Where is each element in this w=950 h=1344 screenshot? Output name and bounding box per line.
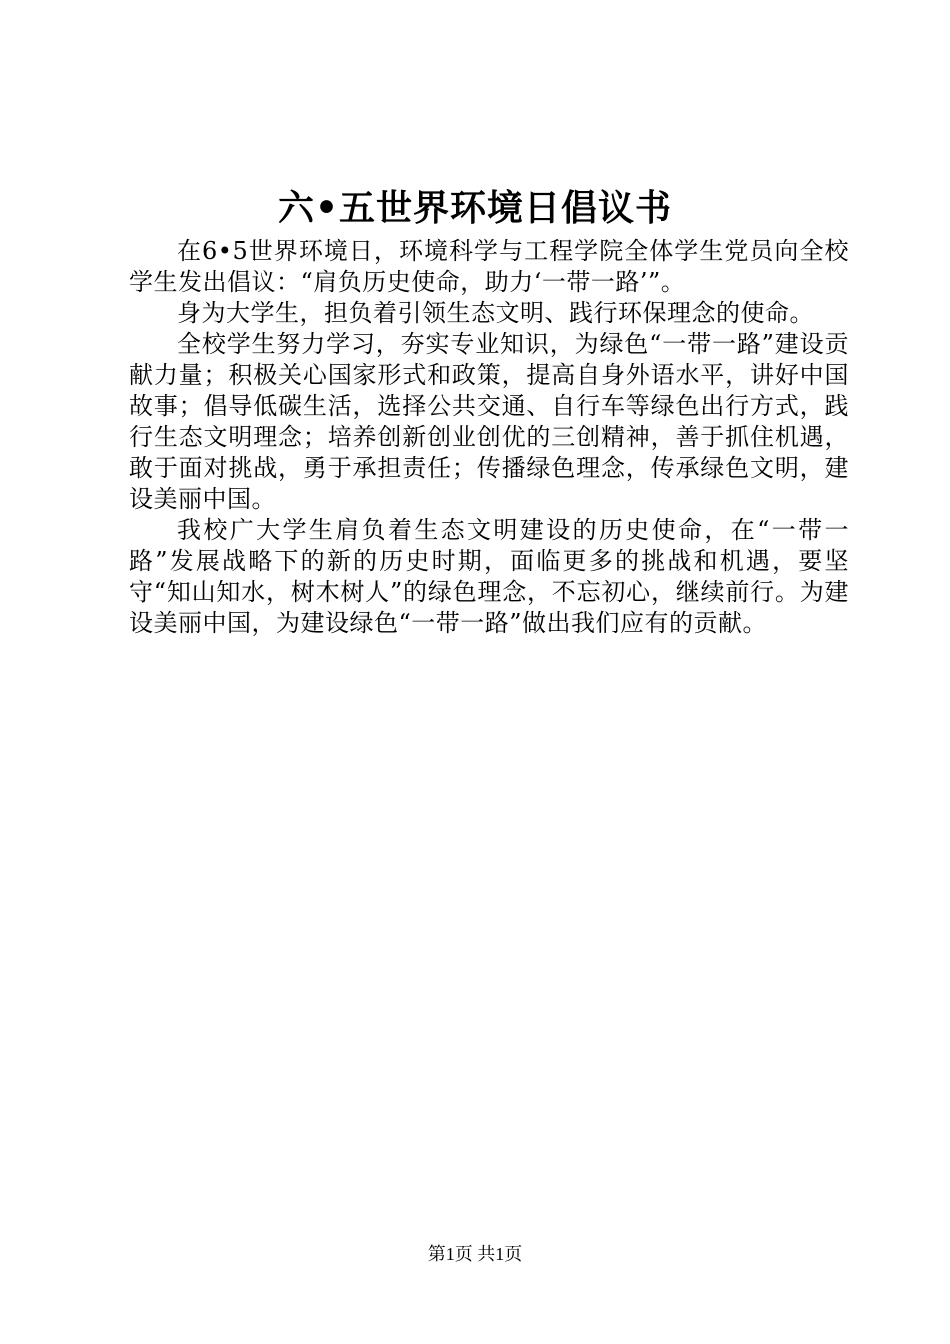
page-footer: 第1页 共1页 — [427, 1244, 523, 1264]
page-title: 六•五世界环境日倡议书 — [277, 187, 672, 229]
document-body — [129, 236, 849, 639]
paragraph-intro: 在6•5世界环境日，环境科学与工程学院全体学生党员向全校学生发出倡议：“肩负历史使命，助力‘一带一路’”。 — [129, 237, 849, 296]
paragraph-mission: 身为大学生，担负着引领生态文明、践行环保理念的使命。 — [177, 299, 814, 327]
paragraph-actions: 全校学生努力学习，夯实专业知识，为绿色“一带一路”建设贡献力量；积极关心国家形式和政策，提高自身外语水平，讲好中国故事；倡导低碳生活，选择公共交通、自行车等绿色出行方式，践行生态文明理念；培养创新创业创优的三创精神，善于抓住机遇，敢于面对挑战，勇于承担责任；传播绿色理念，传承绿色文明，建设美丽中国。 — [129, 330, 849, 513]
paragraph-conclusion: 我校广大学生肩负着生态文明建设的历史使命，在“一带一路”发展战略下的新的历史时期，面临更多的挑战和机遇，要坚守“知山知水，树木树人”的绿色理念，不忘初心，继续前行。为建设美丽中国，为建设绿色“一带一路”做出我们应有的贡献。 — [129, 516, 849, 637]
